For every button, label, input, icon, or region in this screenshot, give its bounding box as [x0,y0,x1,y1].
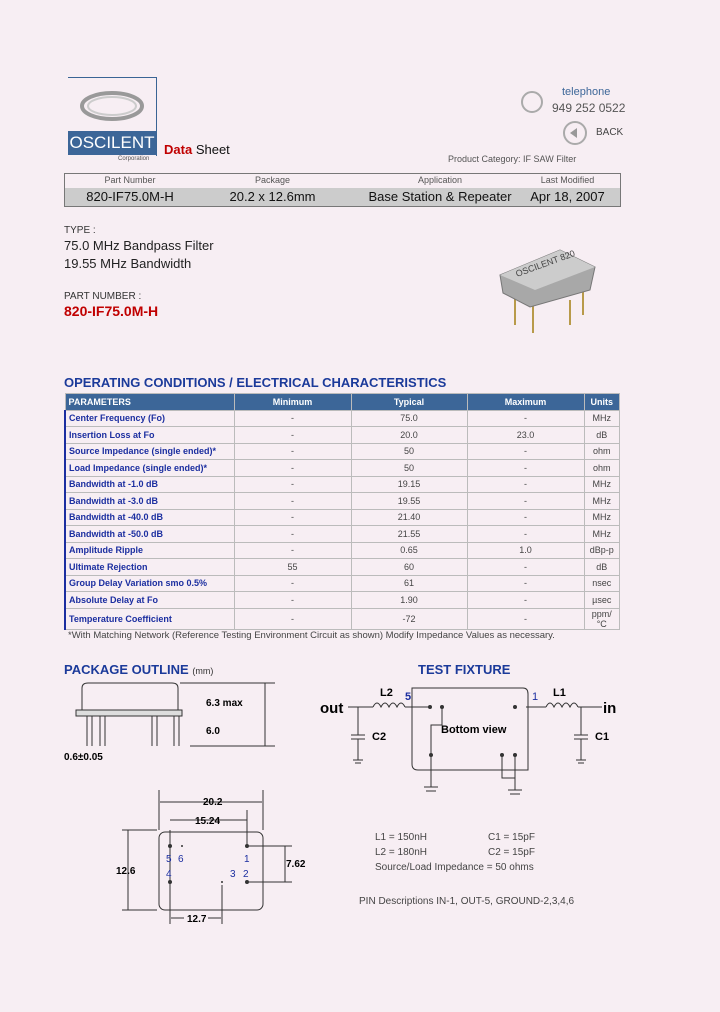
unit: MHz [584,509,620,526]
dim-pin-length: 6.0 [206,726,220,737]
phone-icon [521,91,543,113]
min-value: - [234,526,351,543]
pin-label: 6 [178,854,184,865]
specs-row [65,592,620,609]
max-value: - [467,509,584,526]
dim-height: 6.3 max [206,698,243,709]
min-value: - [234,476,351,493]
max-value: - [467,410,584,427]
back-link[interactable]: BACK [596,127,624,138]
summary-part-number: 820-IF75.0M-H [86,189,174,204]
fixture-impedance: Source/Load Impedance = 50 ohms [375,862,534,873]
specs-header-row [65,394,620,411]
min-value: - [234,509,351,526]
param-name: Center Frequency (Fo) [65,410,234,427]
param-name: Absolute Delay at Fo [65,592,234,609]
specs-row [65,443,620,460]
pin-label: 1 [244,854,250,865]
summary-application: Base Station & Repeater [368,189,512,204]
pin-label: 4 [166,869,172,880]
unit: MHz [584,410,620,427]
param-name: Source Impedance (single ended)* [65,443,234,460]
specs-row [65,460,620,477]
specs-footnote: *With Matching Network (Reference Testing Environment Circuit as shown) Modify Impedance Values as necessary. [68,630,555,641]
pin-label: 3 [230,869,236,880]
product-photo-label: OSCILENT 820 [514,248,577,279]
specs-row [65,542,620,559]
summary-header: Application [417,175,463,185]
summary-package: 20.2 x 12.6mm [229,189,316,204]
param-name: Load Impedance (single ended)* [65,460,234,477]
package-unit: (mm) [192,666,214,676]
specs-row [65,608,620,629]
min-value: - [234,493,351,510]
specs-title: OPERATING CONDITIONS / ELECTRICAL CHARACTERISTICS [64,375,447,390]
min-value: - [234,542,351,559]
typ-value: 19.15 [351,476,467,493]
part-number: 820-IF75.0M-H [64,303,159,319]
unit: MHz [584,526,620,543]
specs-row [65,410,620,427]
fixture-in-label: in [603,700,617,717]
fixture-pin1-label: 1 [532,691,539,703]
test-fixture-title: TEST FIXTURE [418,662,511,677]
specs-row [65,476,620,493]
type-line: 75.0 MHz Bandpass Filter [64,238,214,253]
max-value: - [467,575,584,592]
typ-value: 50 [351,443,467,460]
dim-width: 20.2 [203,797,223,808]
param-name: Bandwidth at -50.0 dB [65,526,234,543]
col-typical: Typical [351,394,467,411]
typ-value: -72 [351,608,467,629]
max-value: - [467,476,584,493]
param-name: Bandwidth at -40.0 dB [65,509,234,526]
max-value: - [467,493,584,510]
fixture-c1-label: C1 [595,731,610,743]
dim-pin-span: 15.24 [195,816,221,827]
param-name: Amplitude Ripple [65,542,234,559]
param-name: Bandwidth at -3.0 dB [65,493,234,510]
fixture-c2-label: C2 [372,731,387,743]
max-value: - [467,608,584,629]
unit: MHz [584,493,620,510]
type-description [64,237,214,273]
specs-row [65,575,620,592]
summary-table [64,173,621,207]
typ-value: 1.90 [351,592,467,609]
col-maximum: Maximum [467,394,584,411]
max-value: 23.0 [467,427,584,444]
col-minimum: Minimum [234,394,351,411]
logo-subtext: Corporation [118,156,150,162]
unit: dBp-p [584,542,620,559]
fixture-c2-value: C2 = 15pF [488,847,535,858]
min-value: - [234,443,351,460]
unit: MHz [584,476,620,493]
logo-text: OSCILENT [68,131,156,155]
typ-value: 0.65 [351,542,467,559]
logo-ring-icon [68,78,156,132]
unit: ppm/°C [584,608,620,629]
page-title [164,142,230,157]
param-name: Ultimate Rejection [65,559,234,576]
max-value: - [467,559,584,576]
typ-value: 75.0 [351,410,467,427]
typ-value: 21.55 [351,526,467,543]
type-label: TYPE : [64,225,96,236]
param-name: Insertion Loss at Fo [65,427,234,444]
max-value: - [467,592,584,609]
package-outline-drawing [60,680,320,936]
type-line: 19.55 MHz Bandwidth [64,256,192,271]
unit: ohm [584,443,620,460]
telephone-label: telephone [562,86,611,98]
specs-row [65,526,620,543]
col-parameters: PARAMETERS [65,394,234,411]
dim-pin-diameter: 0.6±0.05 [64,752,103,763]
unit: nsec [584,575,620,592]
unit: dB [584,559,620,576]
specs-row [65,509,620,526]
param-name: Temperature Coefficient [65,608,234,629]
telephone-number[interactable]: 949 252 0522 [552,101,626,115]
back-arrow-icon[interactable] [563,121,587,145]
summary-header: Last Modified [540,175,595,185]
specs-row [65,493,620,510]
min-value: - [234,410,351,427]
dim-pin-pitch-h: 12.7 [187,914,207,925]
param-name: Bandwidth at -1.0 dB [65,476,234,493]
summary-last-modified: Apr 18, 2007 [530,189,605,204]
dim-depth: 12.6 [116,866,136,877]
pin-label: 2 [243,869,249,880]
product-category: Product Category: IF SAW Filter [448,154,577,164]
param-name: Group Delay Variation smo 0.5% [65,575,234,592]
summary-header: Package [254,175,291,185]
min-value: - [234,592,351,609]
unit: ohm [584,460,620,477]
product-photo [495,245,605,335]
specs-row [65,559,620,576]
max-value: 1.0 [467,542,584,559]
pin-label: 5 [166,854,172,865]
unit: µsec [584,592,620,609]
fixture-bottom-view-label: Bottom view [441,724,507,736]
title-rest: Sheet [195,142,230,157]
fixture-out-label: out [320,700,344,717]
fixture-l1-label: L1 [553,687,566,699]
typ-value: 19.55 [351,493,467,510]
max-value: - [467,460,584,477]
typ-value: 61 [351,575,467,592]
specs-row [65,427,620,444]
min-value: - [234,427,351,444]
dim-pin-pitch-v: 7.62 [286,859,306,870]
fixture-l1-value: L1 = 150nH [375,832,427,843]
summary-values [65,188,620,206]
fixture-pin5-label: 5 [405,691,412,703]
unit: dB [584,427,620,444]
typ-value: 60 [351,559,467,576]
fixture-c1-value: C1 = 15pF [488,832,535,843]
package-title: PACKAGE OUTLINE [64,662,189,677]
min-value: 55 [234,559,351,576]
fixture-l2-label: L2 [380,687,393,699]
min-value: - [234,608,351,629]
package-outline-title [64,662,213,677]
typ-value: 50 [351,460,467,477]
test-fixture-schematic [318,680,618,910]
part-number-label: PART NUMBER : [64,291,142,302]
min-value: - [234,460,351,477]
typ-value: 21.40 [351,509,467,526]
col-units: Units [584,394,620,411]
summary-header: Part Number [104,175,156,185]
max-value: - [467,526,584,543]
fixture-pin-descriptions: PIN Descriptions IN-1, OUT-5, GROUND-2,3,4,6 [359,896,575,907]
title-red: Data [164,142,193,157]
max-value: - [467,443,584,460]
fixture-l2-value: L2 = 180nH [375,847,427,858]
min-value: - [234,575,351,592]
typ-value: 20.0 [351,427,467,444]
specs-table [64,393,620,630]
